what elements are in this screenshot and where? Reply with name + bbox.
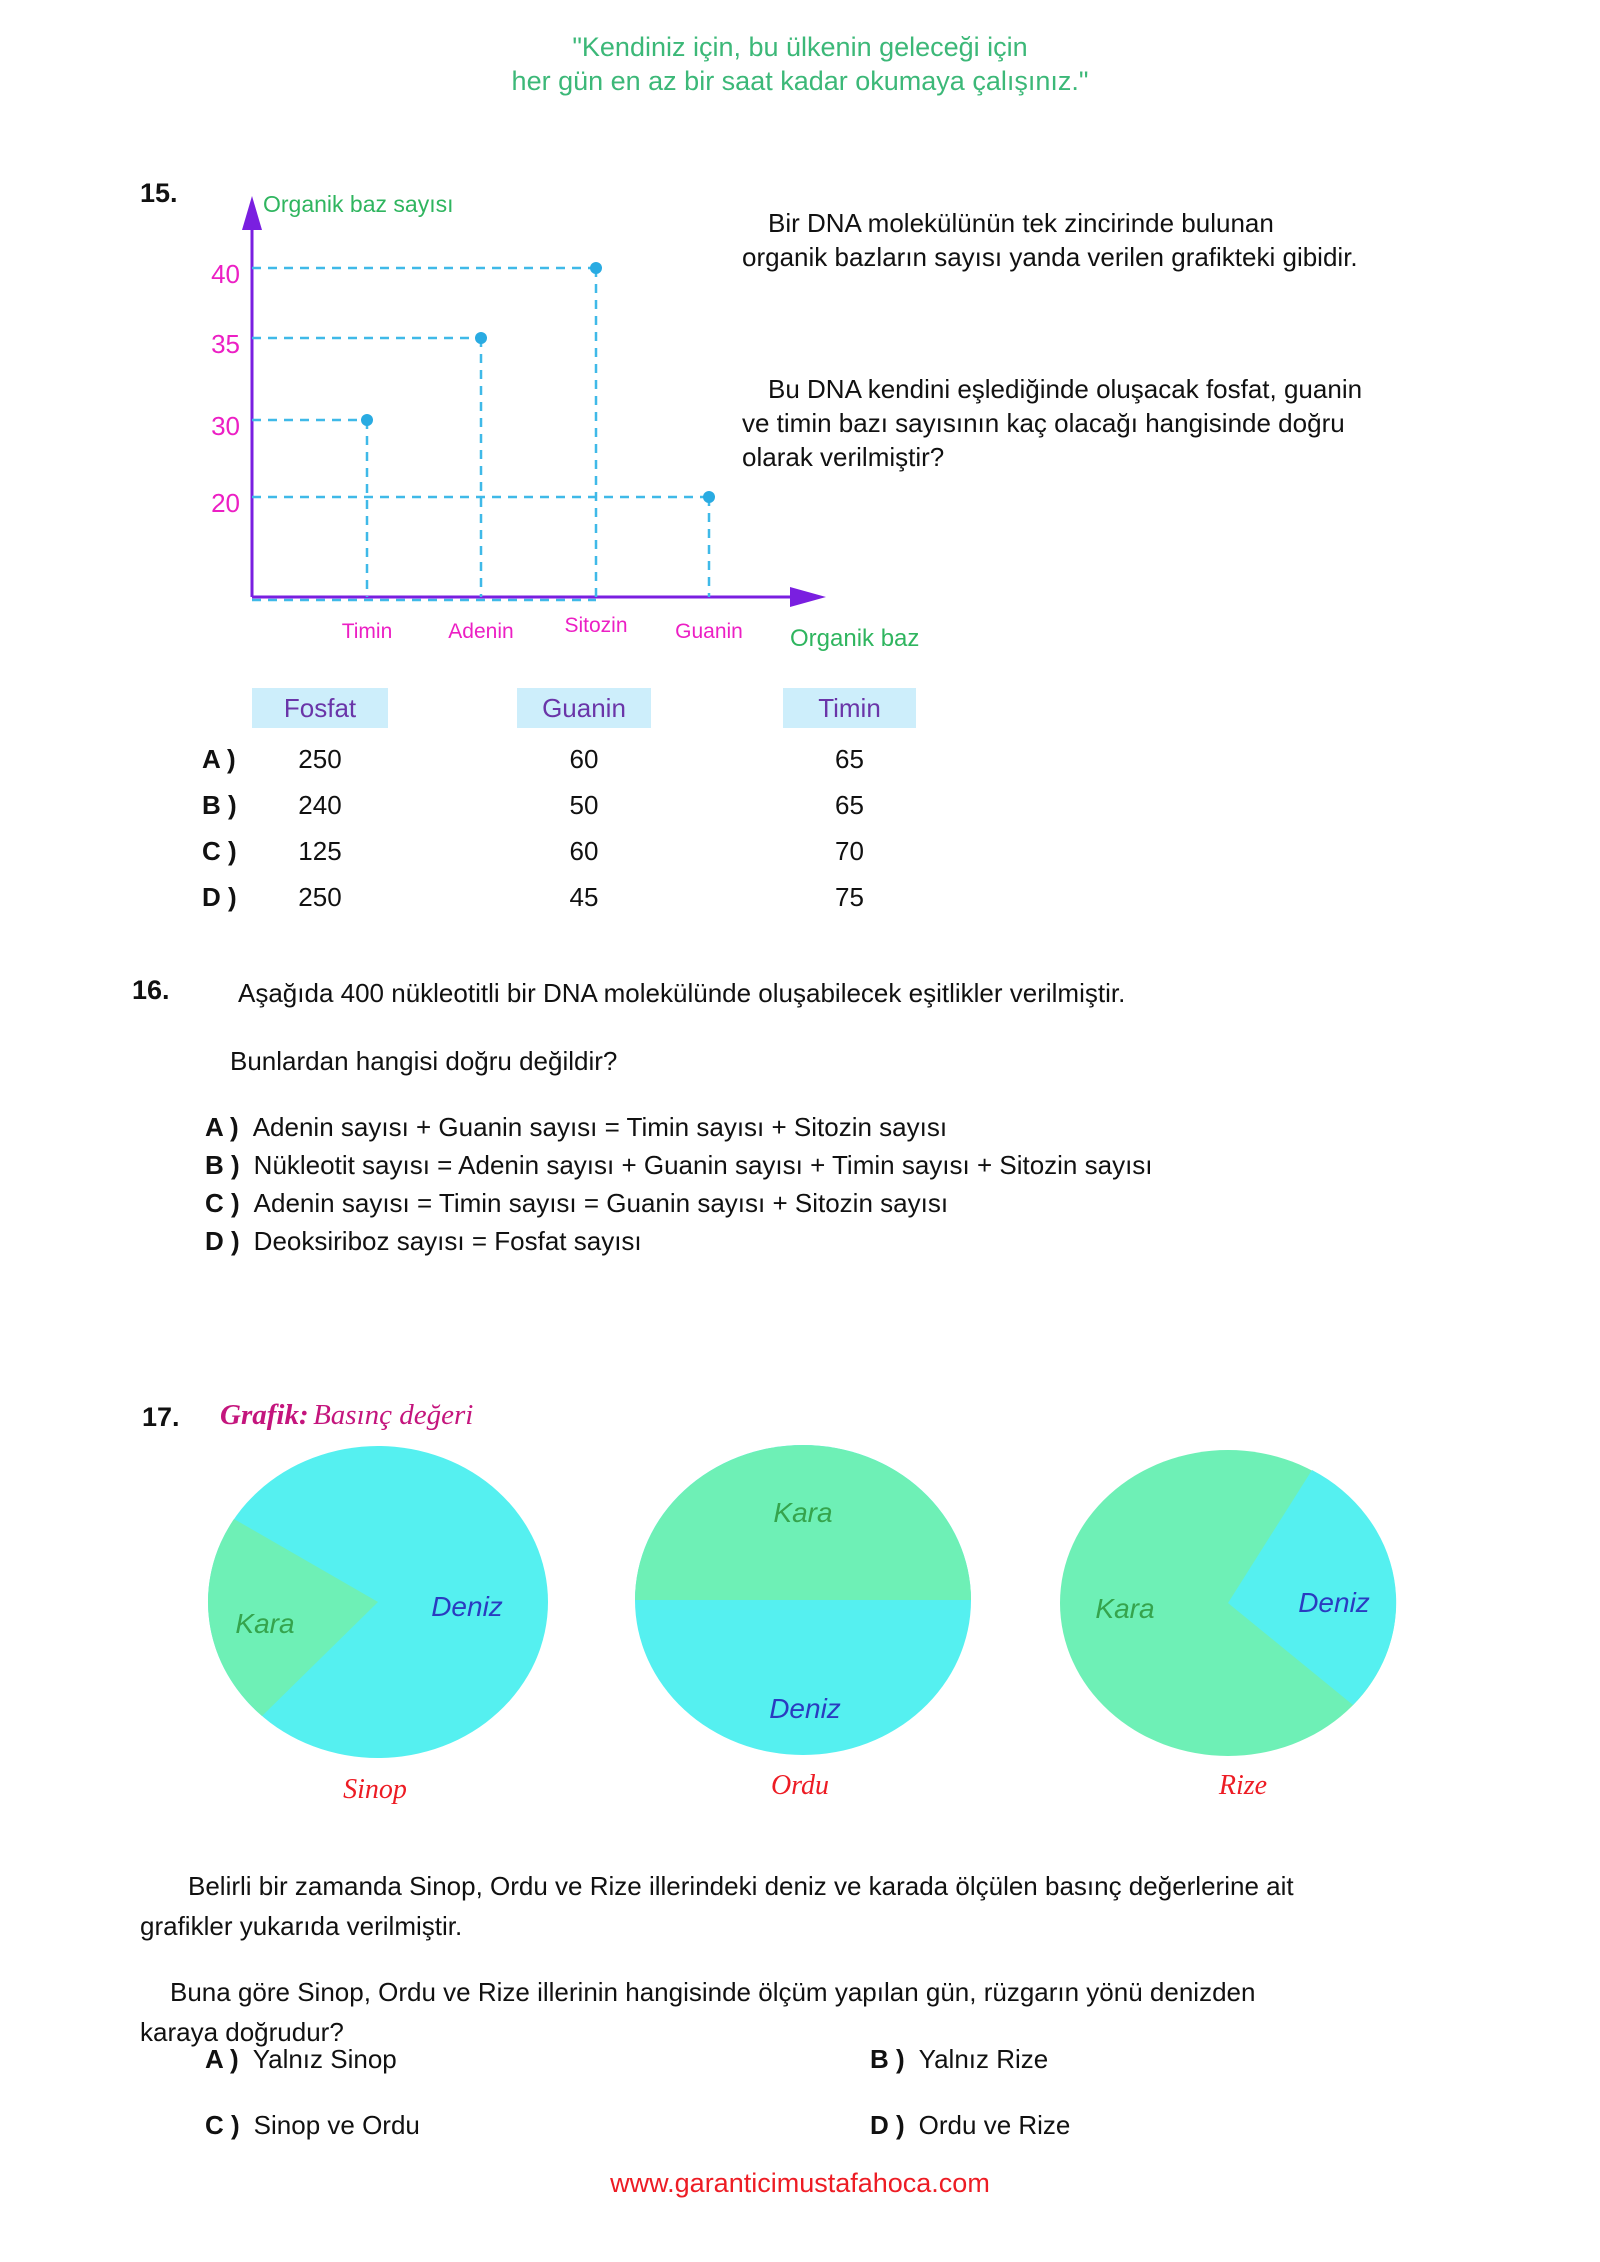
q16-number: 16. (132, 975, 170, 1005)
option-text: Sinop ve Ordu (253, 2110, 420, 2140)
q17-option-a (205, 2042, 397, 2076)
cell-fosfat: 125 (298, 836, 342, 866)
q17-intro-line1: Belirli bir zamanda Sinop, Ordu ve Rize illerindeki deniz ve karada ölçülen basınç değerlerine ait (188, 1871, 1294, 1901)
sinop-deniz-label: Deniz (431, 1591, 503, 1622)
option-text: Yalnız Rize (918, 2044, 1049, 2074)
option-letter: B ) (205, 1150, 240, 1180)
table-header-fosfat: Fosfat (252, 688, 388, 728)
x-axis-arrow-icon (790, 587, 826, 607)
x-category-labels (342, 614, 743, 643)
y-tick-40: 40 (211, 259, 240, 289)
q15-question-line2: ve timin bazı sayısının kaç olacağı hangisinde doğru (742, 408, 1345, 438)
q17-question-line2: karaya doğrudur? (140, 2017, 344, 2047)
q16-intro: Aşağıda 400 nükleotitli bir DNA molekülünde oluşabilecek eşitlikler verilmiştir. (238, 978, 1126, 1008)
grafik-title: Basınç değeri (313, 1399, 474, 1431)
table-row (0, 744, 1600, 778)
q17-question (140, 1972, 1460, 2052)
row-letter: A ) (202, 744, 236, 774)
cell-fosfat: 240 (298, 790, 342, 820)
cell-guanin: 45 (569, 882, 599, 912)
table-row (0, 790, 1600, 824)
q15-intro-line1: Bir DNA molekülünün tek zincirinde bulunan (768, 208, 1274, 238)
grafik-label: Grafik: (220, 1399, 309, 1431)
q17-intro (140, 1866, 1480, 1946)
q15-question (742, 372, 1512, 474)
x-label-timin: Timin (341, 620, 393, 643)
q16-option-c (205, 1186, 948, 1220)
row-letter: C ) (202, 836, 237, 866)
x-label-sitozin: Sitozin (564, 614, 628, 637)
option-letter: A ) (205, 2044, 239, 2074)
sinop-city-label: Sinop (343, 1774, 407, 1805)
option-letter: D ) (205, 1226, 240, 1256)
ordu-deniz-label: Deniz (769, 1693, 841, 1724)
q16-option-b (205, 1148, 1153, 1182)
q16-option-d (205, 1224, 642, 1258)
cell-fosfat: 250 (298, 882, 342, 912)
row-letter: B ) (202, 790, 237, 820)
cell-fosfat: 250 (298, 744, 342, 774)
x-label-guanin: Guanin (675, 620, 743, 643)
pie-sinop (208, 1446, 548, 1805)
sinop-kara-label: Kara (235, 1608, 295, 1639)
q15-question-line1: Bu DNA kendini eşlediğinde oluşacak fosfat, guanin (768, 374, 1363, 404)
pie-rize (1060, 1450, 1396, 1801)
point-guanin (703, 491, 715, 503)
ordu-kara-label: Kara (773, 1497, 833, 1528)
option-text: Deoksiriboz sayısı = Fosfat sayısı (253, 1226, 642, 1256)
table-row (0, 836, 1600, 870)
x-axis-title: Organik baz (790, 625, 920, 652)
y-tick-30: 30 (211, 411, 240, 441)
q17-option-d (870, 2108, 1070, 2142)
axes (242, 196, 826, 607)
point-timin (361, 414, 373, 426)
option-letter: D ) (870, 2110, 905, 2140)
table-header-timin: Timin (783, 688, 916, 728)
y-axis-arrow-icon (242, 196, 262, 230)
cell-guanin: 60 (569, 744, 599, 774)
cell-timin: 65 (835, 744, 864, 774)
table-row (0, 882, 1600, 916)
q17-pressure-pie-charts (0, 1430, 1600, 1830)
rize-kara-label: Kara (1095, 1593, 1155, 1624)
y-tick-35: 35 (211, 329, 240, 359)
row-letter: D ) (202, 882, 237, 912)
option-text: Ordu ve Rize (918, 2110, 1071, 2140)
option-letter: C ) (205, 1188, 240, 1218)
option-text: Adenin sayısı + Guanin sayısı = Timin sayısı + Sitozin sayısı (252, 1112, 948, 1142)
q17-option-c (205, 2108, 420, 2142)
option-letter: C ) (205, 2110, 240, 2140)
header-quote-line2: her gün en az bir saat kadar okumaya çalışınız." (511, 66, 1089, 96)
y-axis-title: Organik baz sayısı (263, 191, 454, 217)
q17-option-b (870, 2042, 1048, 2076)
rize-city-label: Rize (1218, 1770, 1268, 1801)
q15-intro-line2: organik bazların sayısı yanda verilen grafikteki gibidir. (742, 242, 1358, 272)
q17-question-line1: Buna göre Sinop, Ordu ve Rize illerinin hangisinde ölçüm yapılan gün, rüzgarın yönü denizden (170, 1977, 1256, 2007)
y-tick-20: 20 (211, 488, 240, 518)
option-text: Nükleotit sayısı = Adenin sayısı + Guanin sayısı + Timin sayısı + Sitozin sayısı (253, 1150, 1153, 1180)
table-header-guanin: Guanin (517, 688, 651, 728)
q16-question: Bunlardan hangisi doğru değildir? (230, 1046, 618, 1076)
cell-guanin: 60 (569, 836, 599, 866)
dashed-guides (252, 268, 709, 600)
y-tick-labels (211, 259, 240, 518)
q15-number: 15. (140, 178, 178, 208)
q15-intro (742, 206, 1512, 274)
option-text: Adenin sayısı = Timin sayısı = Guanin sayısı + Sitozin sayısı (253, 1188, 949, 1218)
cell-timin: 75 (835, 882, 864, 912)
cell-timin: 65 (835, 790, 864, 820)
data-points (361, 262, 715, 503)
header-quote-line1: "Kendiniz için, bu ülkenin geleceği için (572, 32, 1028, 62)
rize-deniz-label: Deniz (1298, 1587, 1370, 1618)
footer-website: www.garanticimustafahoca.com (610, 2168, 990, 2198)
ordu-city-label: Ordu (770, 1770, 830, 1801)
q17-intro-line2: grafikler yukarıda verilmiştir. (140, 1911, 463, 1941)
option-letter: A ) (205, 1112, 239, 1142)
q17-number: 17. (142, 1402, 180, 1432)
x-label-adenin: Adenin (448, 620, 514, 643)
point-sitozin (590, 262, 602, 274)
cell-guanin: 50 (569, 790, 599, 820)
header-quote (0, 30, 1600, 98)
option-letter: B ) (870, 2044, 905, 2074)
option-text: Yalnız Sinop (252, 2044, 397, 2074)
pie-ordu (635, 1445, 971, 1801)
q16-option-a (205, 1110, 947, 1144)
q15-question-line3: olarak verilmiştir? (742, 442, 945, 472)
q17-graph-caption (220, 1399, 473, 1432)
point-adenin (475, 332, 487, 344)
cell-timin: 70 (835, 836, 864, 866)
